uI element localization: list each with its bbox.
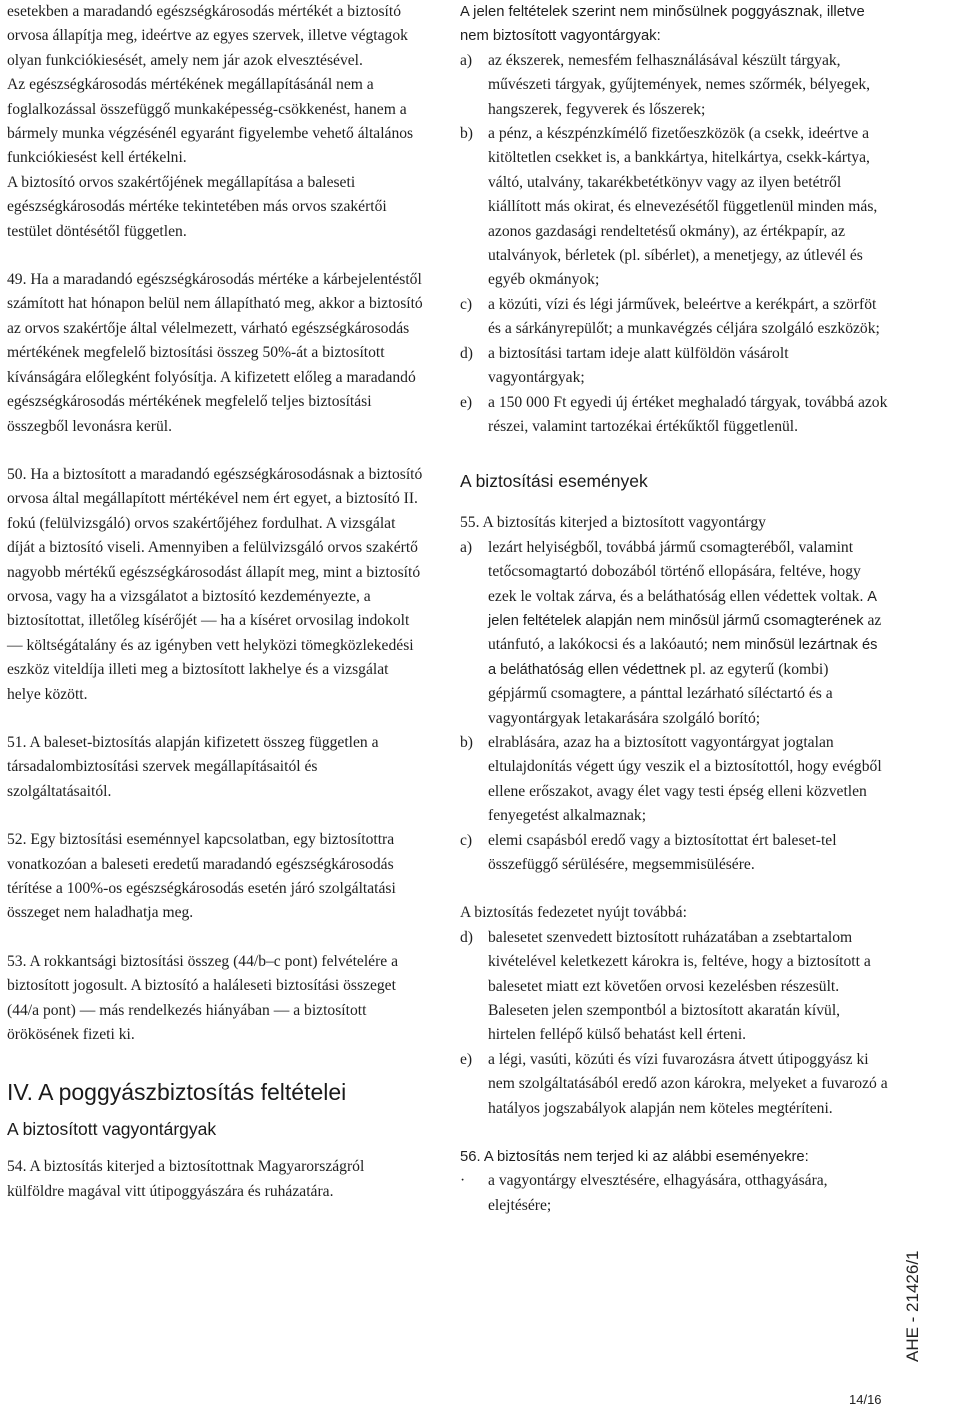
- list-item: b) elrablására, azaz ha a biztosított vagyontárgyat jogtalan eltulajdonítás végett úgy veszik el a biztosítottól, hogy evégből ellene erőszakot, avagy élet vagy testi épség elleni közvetlen fenyegetést alkalmaznak;: [460, 733, 882, 825]
- section-56: 56. A biztosítás nem terjed ki az alábbi eseményekre:: [460, 1149, 809, 1166]
- list-item: b) a pénz, a készpénzkímélő fizetőeszközök (a csekk, ideértve a kitöltetlen csekket is, a bankkártya, hitelkártya, csekk-kártya, váltó, utalvány, takarékbetétkönyv vagy az ilyen betétről kiállított más okirat, és elnevezésétől függetlenül minden más, azonos gazdasági rendeltetésű okmány), az értékpapír, az utalványok, bérletek (pl. síbérlet), a menetjegy, az útlevél és egyéb okmányok;: [460, 125, 878, 289]
- subheading-insured-items: A biztosított vagyontárgyak: [7, 1119, 217, 1140]
- paragraph: A biztosító orvos szakértőjének megállapítása a baleseti egészségkárosodás mértéke tekintetében más orvos szakértői testület döntésétől független.: [7, 173, 387, 240]
- list-item: c) a közúti, vízi és légi járművek, beleértve a kerékpárt, a szörföt és a sárkányrepülőt; a munkavégzés céljára szolgáló eszközök;: [460, 295, 880, 338]
- document-code: AHE - 21426/1: [903, 1250, 922, 1362]
- left-column: [7, 0, 425, 1204]
- section-52: 52. Egy biztosítási eseménnyel kapcsolatban, egy biztosítottra vonatkozóan a baleseti eredetű maradandó egészségkárosodás térítése a 100%-os egészségkárosodás esetén járó szolgáltatási összeget nem haladhatja meg.: [7, 831, 396, 922]
- section-55: 55. A biztosítás kiterjed a biztosított vagyontárgy: [460, 514, 766, 532]
- excluded-events-list: [460, 1169, 888, 1218]
- paragraph: Az egészségkárosodás mértékének megállapításánál nem a foglalkozással összefüggő munkaképesség-csökkenést, hanem a bármely munka végzésénél egyaránt figyelembe vehető általános funkciókiesést kell értékelni.: [7, 76, 414, 167]
- list-item: d) a biztosítási tartam ideje alatt külföldön vásárolt vagyontárgyak;: [460, 344, 789, 387]
- right-column: [460, 0, 888, 1218]
- list-item: a) lezárt helyiségből, továbbá jármű csomagteréből, valamint tetőcsomagtartó dobozából történő ellopására, feltéve, hogy ezek le voltak zárva, és a beláthatóság ellen védettek voltak. A jelen feltételek alapján nem minősül jármű csomagterének az utánfutó, a lakókocsi és a lakóautó; nem minősül lezártnak és a beláthatóság ellen védettnek pl. az egyterű (kombi) gépjármű csomagtere, a pánttal lezárható síléctartó és a vagyontárgyak letakarására szolgáló borító;: [460, 538, 882, 727]
- section-51: 51. A baleset-biztosítás alapján kifizetett összeg független a társadalombiztosítási szervek megállapításaitól és szolgáltatásaitól.: [7, 733, 379, 800]
- excluded-items-intro: A jelen feltételek szerint nem minősülnek poggyásznak, illetve nem biztosított vagyontárgyak:: [460, 4, 865, 45]
- section-50: 50. Ha a biztosított a maradandó egészségkárosodásnak a biztosító orvosa által megállapított mértékével nem ért egyet, a biztosító II. fokú (felülvizsgáló) orvos szakértőjéhez fordulhat. A vizsgálat díját a biztosító viseli. Amennyiben a felülvizsgáló orvos szakértő nagyobb mértékű egészségkárosodást állapít meg, mint a biztosító orvosa, vagy ha a vizsgálatot a biztosító kezdeményezte, a biztosítottat, illetőleg kísérőjét — ha a kíséret orvosilag indokolt — költségátalány és az igényben vett helyközi tömegközlekedési eszköz viteldíja illeti meg a biztosított lakhelye és a vizsgálat helye között.: [7, 465, 423, 703]
- list-item: c) elemi csapásból eredő vagy a biztosítottat ért baleset-tel összefüggő sérülésére, megsemmisülésére.: [460, 831, 837, 873]
- paragraph: esetekben a maradandó egészségkárosodás mértékét a biztosító orvosa állapítja meg, ideértve az egyes szervek, illetve végtagok olyan funkciókiesését, amely nem jár azok elvesztésével.: [7, 3, 408, 69]
- list-item: e) a légi, vasúti, közúti és vízi fuvarozásra átvett útipoggyász ki nem szolgáltatásából eredő azon károkra, melyeket a fuvarozó a hatályos jogszabályok alapján nem köteles megtéríteni.: [460, 1050, 888, 1117]
- chapter-heading: IV. A poggyászbiztosítás feltételei: [7, 1079, 347, 1106]
- section-54: 54. A biztosítás kiterjed a biztosítottnak Magyarországról külföldre magával vitt útipoggyászára és ruházatára.: [7, 1158, 365, 1200]
- covered-events-list: [460, 536, 888, 878]
- excluded-items-list: [460, 49, 888, 440]
- list-item: e) a 150 000 Ft egyedi új értéket meghaladó tárgyak, továbbá azok részei, valamint tartozékai értékűktől függetlenül.: [460, 393, 888, 435]
- section-53: 53. A rokkantsági biztosítási összeg (44/b–c pont) felvételére a biztosított jogosult. A biztosító a haláleseti biztosítási összeget (44/a pont) — más rendelkezés hiányában — a biztosított örökösének fizeti ki.: [7, 952, 399, 1044]
- additional-coverage-list: [460, 926, 888, 1121]
- subheading-insurance-events: A biztosítási események: [460, 471, 648, 492]
- list-item: d) balesetet szenvedett biztosított ruházatában a zsebtartalom kivételével keletkezett károkra is, feltéve, hogy a biztosított a balesetet miatt ezt követően orvosi kezelésben részesült. Baleseten jelen szempontból a biztosított akaratán kívül, hirtelen fellépő külső behatást kell érteni.: [460, 928, 871, 1044]
- list-item: · a vagyontárgy elvesztésére, elhagyására, otthagyására, elejtésére;: [460, 1172, 828, 1214]
- coverage-intro: A biztosítás fedezetet nyújt továbbá:: [460, 904, 687, 922]
- list-item: a) az ékszerek, nemesfém felhasználásával készült tárgyak, művészeti tárgyak, gyűjtemények, nemes szőrmék, bélyegek, hangszerek, fegyverek és lőszerek;: [460, 51, 871, 118]
- section-49: 49. Ha a maradandó egészségkárosodás mértéke a kárbejelentéstől számított hat hónapon belül nem állapítható meg, akkor a biztosító az orvos szakértője által vélelmezett, várható egészségkárosodás mértékének megfelelő biztosítási összeg 50%-át a biztosított kívánságára előlegként folyósítja. A kifizetett előleg a maradandó egészségkárosodás mértékének megfelelő teljes biztosítási összegből levonásra kerül.: [7, 271, 423, 435]
- page-number: 14/16: [849, 1392, 882, 1407]
